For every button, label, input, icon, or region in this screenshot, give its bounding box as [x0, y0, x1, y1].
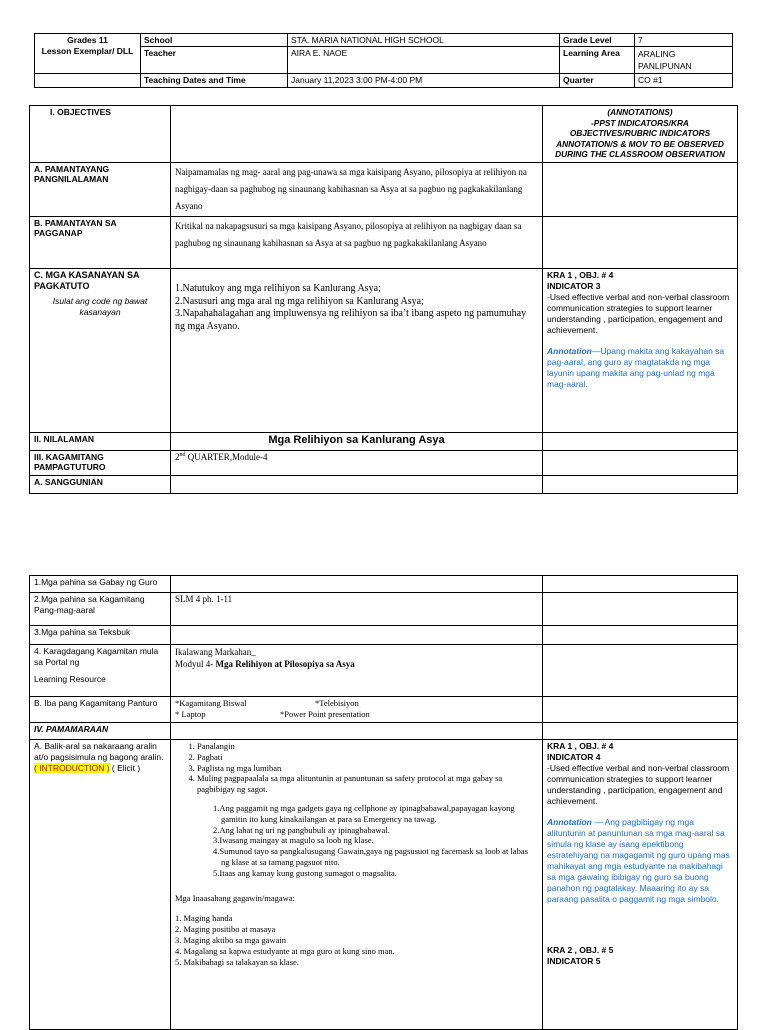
rule-item: 5.Itaas ang kamay kung gustong sumagot o magsalita.: [213, 867, 397, 878]
annotations-line-2: -PPST INDICATORS/KRA: [591, 117, 689, 128]
pagganap-label: B. PAMANTAYAN SA PAGGANAP: [30, 217, 171, 269]
modyul-title: Mga Relihiyon at Pilosopiya sa Asya: [215, 659, 355, 669]
rule-item: 3.Iwasang maingay at magulo sa loob ng klase.: [213, 835, 374, 846]
quarter-value: CO #1: [635, 74, 733, 88]
empty-header-cell: [35, 74, 141, 88]
kagamitang-label: III. KAGAMITANG PAMPAGTUTURO: [30, 451, 171, 476]
steps-list: [175, 741, 538, 795]
iba-item-3: * Laptop: [175, 709, 206, 719]
inaasahan-label: Mga Inaasahang gagawin/magawa:: [175, 892, 295, 903]
kra1-line-2: INDICATOR 3: [547, 281, 601, 291]
portal-value-2: [175, 658, 538, 670]
kra1-annotation: [547, 346, 733, 390]
portal-value: [171, 645, 543, 697]
sanggunian-empty: [171, 476, 543, 494]
grade-level-label: Grade Level: [560, 34, 635, 47]
annotations-header: [543, 106, 738, 163]
kasanayan-item-3: 3.Napahahalagahan ang impluwensya ng relihiyon sa iba’t ibang aspeto ng pamumuhay ng mga Asyano.: [175, 308, 527, 332]
pamantayang-label: A. PAMANTAYANG PANGNILALAMAN: [30, 163, 171, 217]
objectives-table: [29, 105, 738, 494]
sanggunian-annotation: [543, 476, 738, 494]
kra2-text: -Used effective verbal and non-verbal classroom communication strategies to support learner understanding , participation, engagement and achievement.: [547, 763, 730, 806]
learning-area-label: Learning Area: [560, 47, 635, 74]
iba-line-1: [175, 698, 538, 709]
sanggunian-label: A. SANGGUNIAN: [30, 476, 171, 494]
pamamaraan-label: IV. PAMAMARAAN: [30, 723, 171, 740]
portal-value-1: Ikalawang Markahan_: [175, 647, 256, 657]
inaasahan-item: 3. Maging aktibo sa mga gawain: [175, 934, 286, 945]
teksbuk-value: [171, 626, 543, 645]
kra1-annotation-text: —Upang makita ang kakayahan sa pag-aaral, ang guro ay magtatakda ng mga layunin upang makita ang pag-unlad ng mga mag-aaral.: [547, 346, 725, 389]
iba-item-1: *Kagamitang Biswal: [175, 698, 247, 708]
grades-label: Grades 11: [67, 35, 108, 45]
quarter-prefix: 2: [175, 452, 180, 462]
quarter-text: QUARTER,Module-4: [185, 452, 268, 462]
objectives-empty: [171, 106, 543, 163]
portal-cell: [30, 645, 171, 697]
kasanayan-item-1: 1.Natutukoy ang mga relihiyon sa Kanlurang Asya;: [175, 283, 381, 294]
kra2-annotation-label: Annotation: [547, 817, 592, 827]
kra2-annotation-text: — Ang pagbibigay ng mga alituntunin at panuntunan sa mga mag-aaral sa simula ng klase ay isang epektibong estratehiyang na magagamit ng guro upang mas mahikayat ang mga estudyante na makibahagi sa mga gawaing ibibigay ng guro sa buong panahon ng pagtalakay. Maaaring ito ay sa paraang pasalita o paggamit ng mga simbolo.: [547, 817, 730, 904]
kasanayan-item-2: 2.Nasusuri ang mga aral ng mga relihiyon sa Kanlurang Asya;: [175, 295, 424, 307]
annotations-line-4: ANNOTATION/S & MOV TO BE OBSERVED: [556, 138, 724, 149]
kra1-annotation-label: Annotation: [547, 346, 592, 356]
step-item: 1. Panalangin: [197, 741, 538, 752]
kasanayan-note: Isulat ang code ng bawat kasanayan: [52, 296, 148, 317]
inaasahan-item: 5. Makibahagi sa talakayan sa klase.: [175, 956, 299, 967]
quarter-sup: nd: [179, 452, 186, 458]
iba-annotation: [543, 697, 738, 723]
rule-item: 4.Sumunod tayo sa pangkalusugang Gawain,gaya ng pagsusuot ng facemask sa loob at labas ng klase at sa tamang pagsuot nito.: [213, 846, 528, 867]
kagamitang-annotation: [543, 451, 738, 476]
kra3-line-2: INDICATOR 5: [547, 956, 601, 966]
kagamitan-annotation: [543, 593, 738, 626]
lesson-type-label: Lesson Exemplar/ DLL: [41, 46, 134, 56]
kagamitan-value: SLM 4 ph. 1-11: [171, 593, 543, 626]
resources-table: [29, 575, 738, 1030]
step-item: 4. Muling pagpapaalala sa mga alituntunin at panuntunan sa safety protocol at mga gabay sa pagbibigay ng sagot.: [197, 773, 538, 795]
kra1-text: -Used effective verbal and non-verbal classroom communication strategies to support learner understanding , participation, engagement and achievement.: [547, 292, 730, 335]
balik-label: A. Balik-aral sa nakaraang aralin at/o pagsisimula ng bagong aralin.: [34, 741, 164, 762]
quarter-module: [171, 451, 543, 476]
kasanayan-cell: [30, 269, 171, 433]
kasanayan-list: [171, 269, 543, 433]
kra1-cell: [543, 269, 738, 433]
kra2-line-2: INDICATOR 4: [547, 752, 601, 762]
gabay-annotation: [543, 576, 738, 593]
step-item: 3. Paglista ng mga lumiban: [197, 763, 538, 774]
nilalaman-label: II. NILALAMAN: [30, 433, 171, 451]
kagamitan-label: 2.Mga pahina sa Kagamitang Pang-mag-aaral: [30, 593, 171, 626]
teacher-label: Teacher: [141, 47, 288, 74]
inaasahan-item: 1. Maging handa: [175, 913, 233, 924]
teksbuk-annotation: [543, 626, 738, 645]
rules-list: [175, 803, 538, 879]
gabay-value: [171, 576, 543, 593]
dates-label: Teaching Dates and Time: [141, 74, 288, 88]
learning-area-value: ARALING PANLIPUNAN: [635, 47, 733, 74]
dates-value: January 11,2023 3:00 PM-4:00 PM: [288, 74, 560, 88]
annotations-line-5: DURING THE CLASSROOM OBSERVATION: [555, 149, 725, 159]
kasanayan-label: C. MGA KASANAYAN SA PAGKATUTO: [34, 270, 140, 291]
introduction-tag: ( INTRODUCTION ): [34, 763, 110, 773]
pamantayang-annotation: [543, 163, 738, 217]
school-value: STA. MARIA NATIONAL HIGH SCHOOL: [288, 34, 560, 47]
grade-level-value: 7: [635, 34, 733, 47]
iba-item-4: *Power Point presentation: [280, 709, 370, 719]
iba-item-2: *Telebisiyon: [315, 698, 359, 708]
kra2-cell: [543, 740, 738, 1030]
pamamaraan-annotation: [543, 723, 738, 740]
iba-value: [171, 697, 543, 723]
iba-line-2: [175, 709, 538, 720]
annotations-line-3: OBJECTIVES/RUBRIC INDICATORS: [569, 128, 711, 138]
pamamaraan-empty: [171, 723, 543, 740]
pagganap-text: Kritikal na nakapagsusuri sa mga kaisipang Asyano, pilosopiya at relihiyon na nagbigay daan sa paghubog ng sinaunang kabihasnan sa Asya at sa pagbuo ng pagkakakilanlang Asyano: [171, 217, 543, 269]
procedure-content: [171, 740, 543, 1030]
elicit-tag: ( Elicit ): [109, 763, 141, 773]
portal-label-2: Learning Resource: [34, 674, 106, 684]
pamantayang-text: Naipamamalas ng mag- aaral ang pag-unawa sa mga kaisipang Asyano, pilosopiya at relihiyon na nagbigay-daan sa paghubog ng sinaunang kabihasnan sa Asya at sa pagbuo ng pagkakakilanlang Asyano: [171, 163, 543, 217]
nilalaman-text: Mga Relihiyon sa Kanlurang Asya: [171, 433, 543, 451]
inaasahan-item: 2. Maging positibo at masaya: [175, 924, 276, 935]
kra2-annotation: [547, 817, 733, 905]
inaasahan-item: 4. Magalang sa kapwa estudyante at mga guro at kung sino man.: [175, 945, 395, 956]
objectives-label: I. OBJECTIVES: [30, 106, 171, 163]
kra2-line-1: KRA 1 , OBJ. # 4: [547, 741, 614, 751]
portal-annotation: [543, 645, 738, 697]
inaasahan-list: [175, 913, 538, 967]
pagganap-annotation: [543, 217, 738, 269]
rule-item: 2.Ang lahat ng uri ng pangbubuli ay ipinagbabawal.: [213, 824, 390, 835]
annotations-line-1: (ANNOTATIONS): [607, 107, 673, 117]
gabay-label: 1.Mga pahina sa Gabay ng Guro: [30, 576, 171, 593]
grades-cell: [35, 34, 141, 74]
nilalaman-annotation: [543, 433, 738, 451]
iba-label: B. Iba pang Kagamitang Panturo: [30, 697, 171, 723]
portal-label: 4. Karagdagang Kagamitan mula sa Portal ng: [34, 646, 159, 667]
modyul-prefix: Modyul 4-: [175, 659, 216, 669]
quarter-label: Quarter: [560, 74, 635, 88]
teksbuk-label: 3.Mga pahina sa Teksbuk: [30, 626, 171, 645]
teacher-value: AIRA E. NAOE: [288, 47, 560, 74]
balik-cell: [30, 740, 171, 1030]
rule-item: 1.Ang paggamit ng mga gadgets gaya ng cellphone ay ipinagbabawal,papayagan kayong gamitin ito kung kinakailangan at para sa Emergency na tawag.: [213, 802, 515, 824]
kra1-line-1: KRA 1 , OBJ. # 4: [547, 270, 614, 280]
balik-tags: [34, 763, 166, 774]
kra3-line-1: KRA 2 , OBJ. # 5: [547, 945, 614, 955]
school-label: School: [141, 34, 288, 47]
step-item: 2. Pagbati: [197, 752, 538, 763]
header-table: [34, 33, 733, 88]
